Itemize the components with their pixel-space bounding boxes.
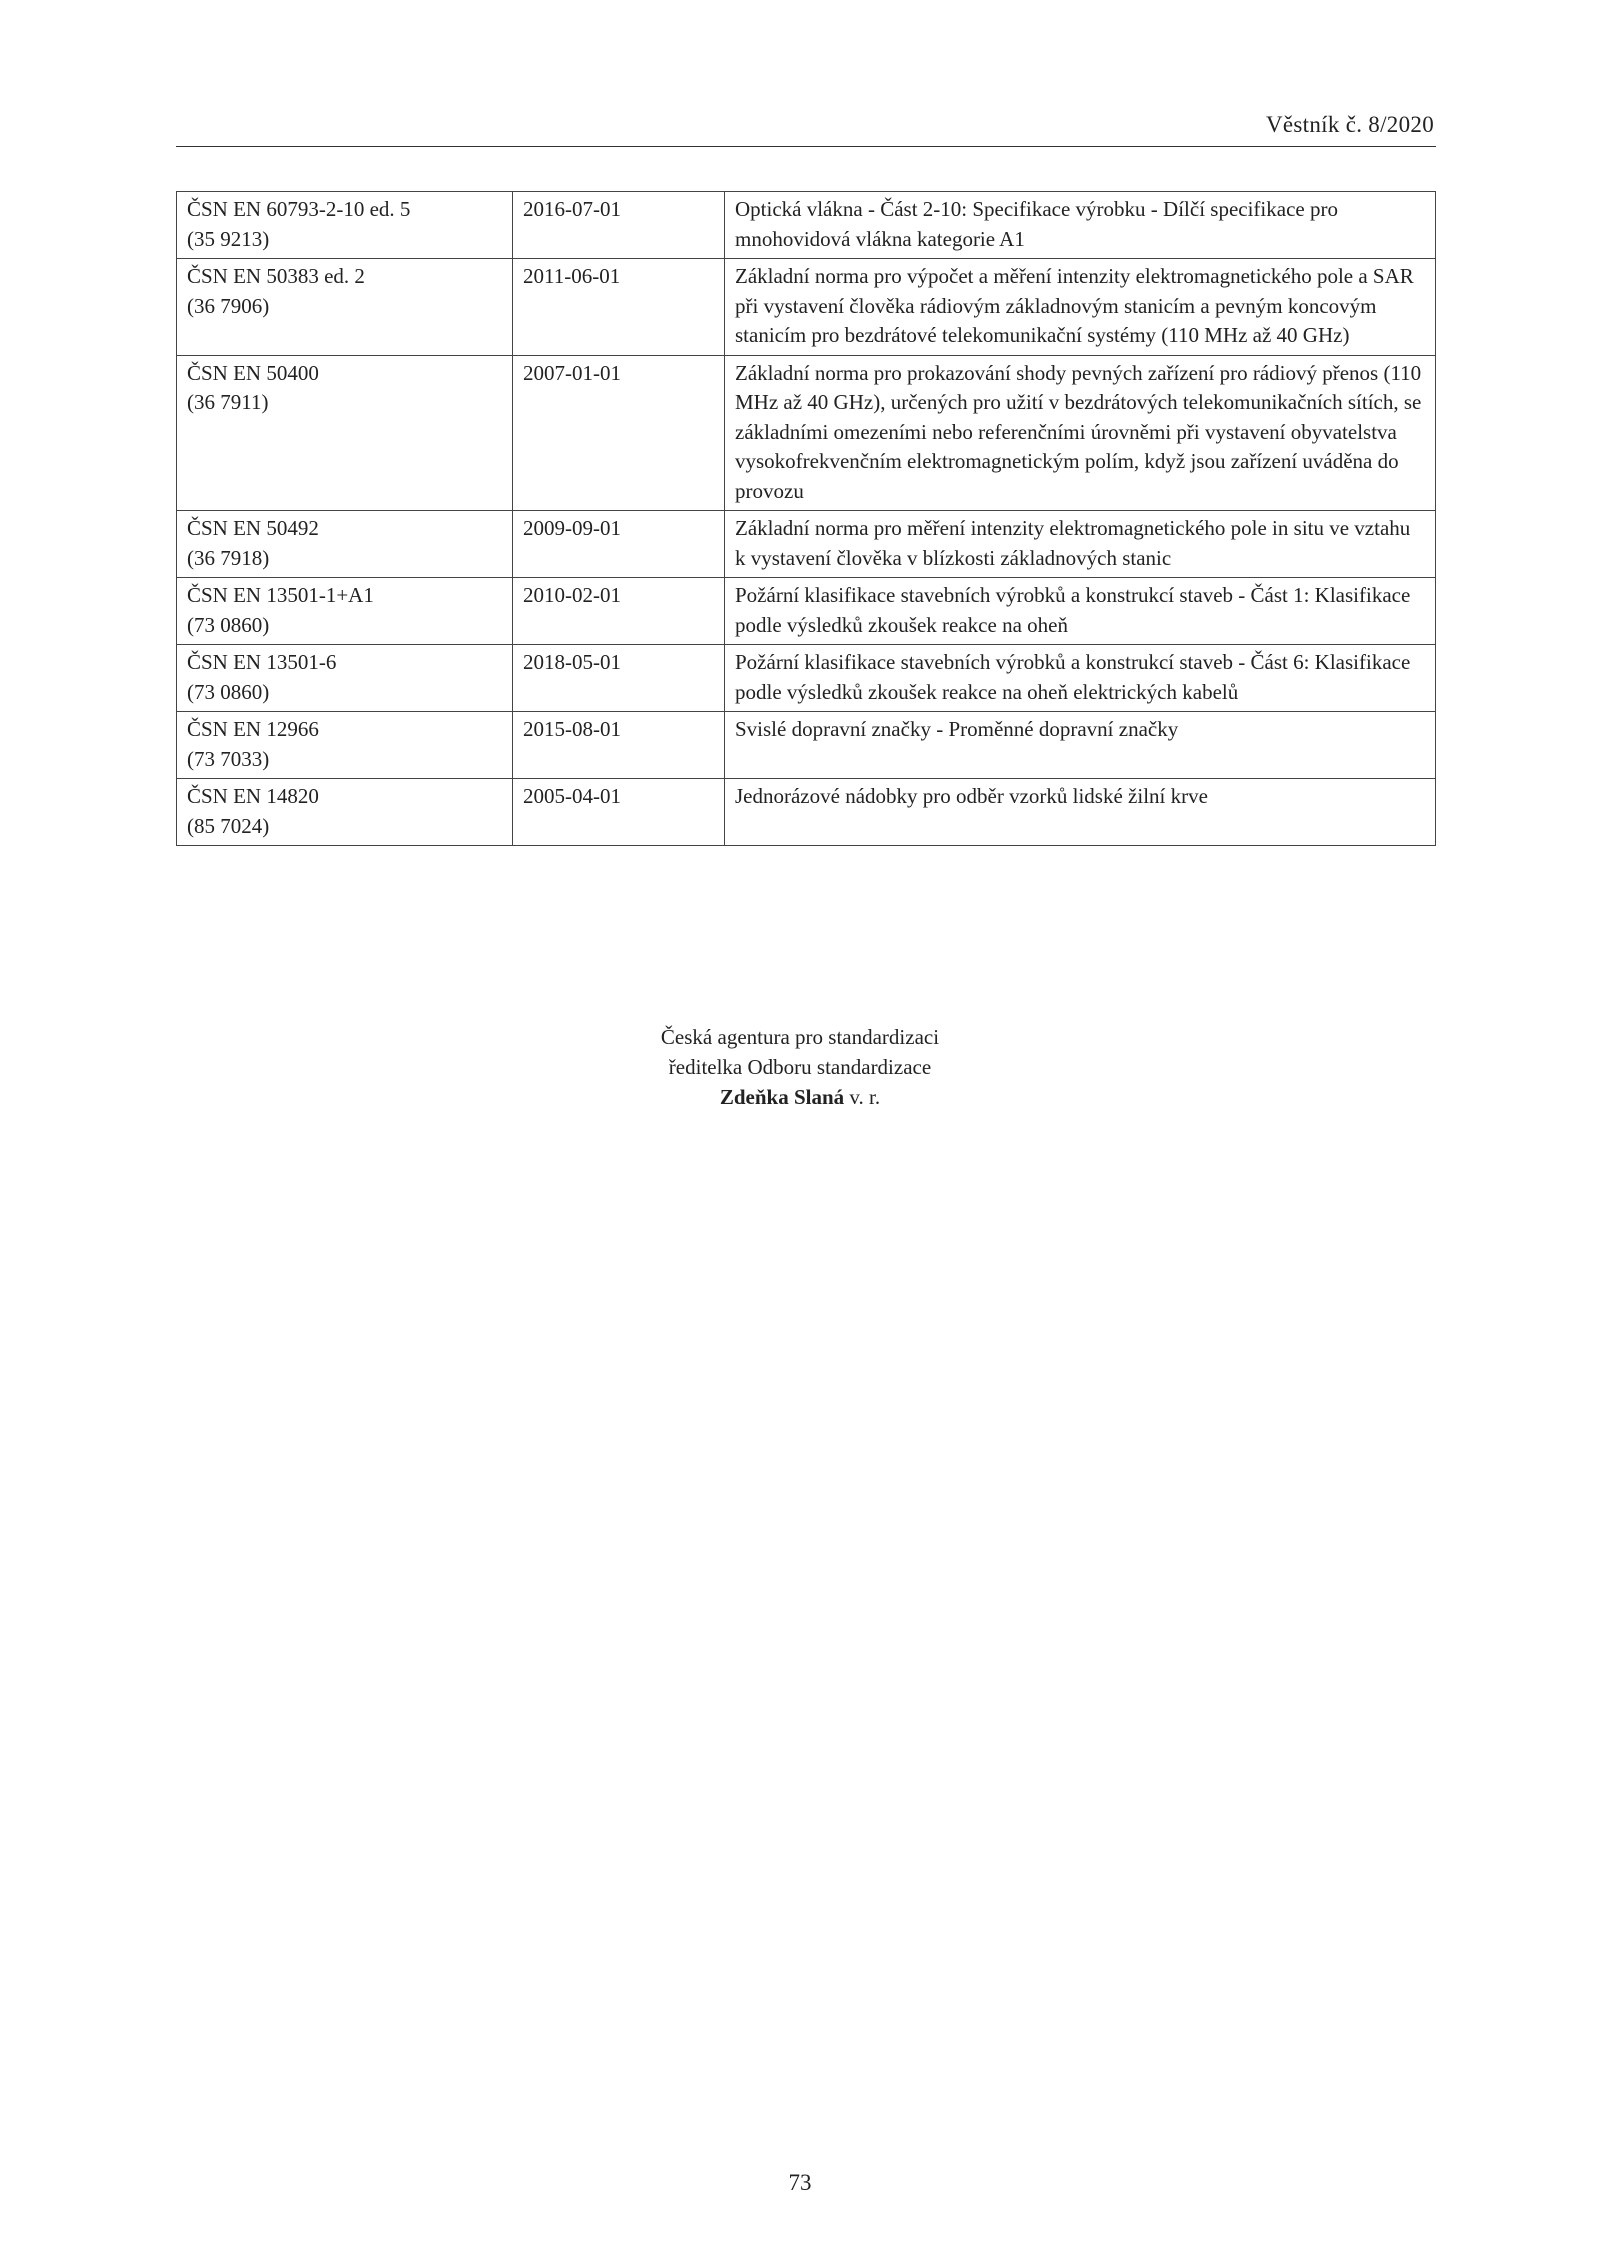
standard-code-cell [177,511,513,578]
standard-title-cell: Základní norma pro prokazování shody pevných zařízení pro rádiový přenos (110 MHz až 40 GHz), určených pro užití v bezdrátových telekomunikačních sítích, se základními omezeními nebo referenčními úrovněmi při vystavení obyvatelstva vysokofrekvenčním elektromagnetickým polím, když jsou zařízení uváděna do provozu [725,355,1436,511]
standard-code-cell [177,712,513,779]
standard-code-cell [177,779,513,846]
class-number: (36 7918) [187,545,270,570]
signature-block [0,1022,1600,1112]
standard-title-cell: Požární klasifikace stavebních výrobků a konstrukcí staveb - Část 1: Klasifikace podle výsledků zkoušek reakce na oheň [725,578,1436,645]
table-row [177,511,1436,578]
table-row [177,355,1436,511]
class-number: (36 7906) [187,293,270,318]
table-row [177,645,1436,712]
page-header [176,110,1436,147]
standard-code-cell [177,578,513,645]
class-number: (73 0860) [187,612,270,637]
standard-title-cell: Základní norma pro výpočet a měření intenzity elektromagnetického pole a SAR při vystavení člověka rádiovým základnovým stanicím a pevným koncovým stanicím pro bezdrátové telekomunikační systémy (110 MHz až 40 GHz) [725,259,1436,356]
agency-name: Česká agentura pro standardizaci [660,1025,940,1049]
date-cell: 2016-07-01 [513,192,725,259]
date-cell: 2010-02-01 [513,578,725,645]
class-number: (73 7033) [187,746,270,771]
table-row [177,192,1436,259]
signature-suffix: v. r. [844,1085,881,1109]
class-number: (35 9213) [187,226,270,251]
date-cell: 2018-05-01 [513,645,725,712]
table-row [177,712,1436,779]
class-number: (73 0860) [187,679,270,704]
standard-code: ČSN EN 13501-6 [187,650,337,674]
standard-title-cell: Jednorázové nádobky pro odběr vzorků lidské žilní krve [725,779,1436,846]
standard-title-cell: Optická vlákna - Část 2-10: Specifikace výrobku - Dílčí specifikace pro mnohovidová vlákna kategorie A1 [725,192,1436,259]
table-row [177,779,1436,846]
date-cell: 2015-08-01 [513,712,725,779]
table-row [177,578,1436,645]
standard-code: ČSN EN 50400 [187,360,319,385]
signatory-role: ředitelka Odboru standardizace [668,1055,932,1079]
table-row [177,259,1436,356]
standard-code-cell [177,192,513,259]
date-cell: 2005-04-01 [513,779,725,846]
standard-code: ČSN EN 50383 ed. 2 [187,264,365,288]
page-number: 73 [788,2170,812,2195]
standard-code-cell [177,355,513,511]
date-cell: 2007-01-01 [513,355,725,511]
standard-title-cell: Základní norma pro měření intenzity elektromagnetického pole in situ ve vztahu k vystavení člověka v blízkosti základnových stanic [725,511,1436,578]
standard-title-cell: Svislé dopravní značky - Proměnné dopravní značky [725,712,1436,779]
signatory-line [0,1082,1600,1112]
date-cell: 2009-09-01 [513,511,725,578]
standard-title-cell: Požární klasifikace stavebních výrobků a konstrukcí staveb - Část 6: Klasifikace podle výsledků zkoušek reakce na oheň elektrických kabelů [725,645,1436,712]
standard-code: ČSN EN 12966 [187,717,319,741]
standards-table [176,191,1436,846]
standard-code: ČSN EN 60793-2-10 ed. 5 [187,197,411,221]
date-cell: 2011-06-01 [513,259,725,356]
journal-title: Věstník č. 8/2020 [1266,112,1434,137]
standard-code-cell [177,259,513,356]
signatory-name: Zdeňka Slaná [719,1085,845,1109]
standard-code: ČSN EN 13501-1+A1 [187,583,374,607]
standard-code-cell [177,645,513,712]
class-number: (36 7911) [187,390,269,414]
standard-code: ČSN EN 50492 [187,516,319,540]
standard-code: ČSN EN 14820 [187,784,319,808]
class-number: (85 7024) [187,813,270,838]
